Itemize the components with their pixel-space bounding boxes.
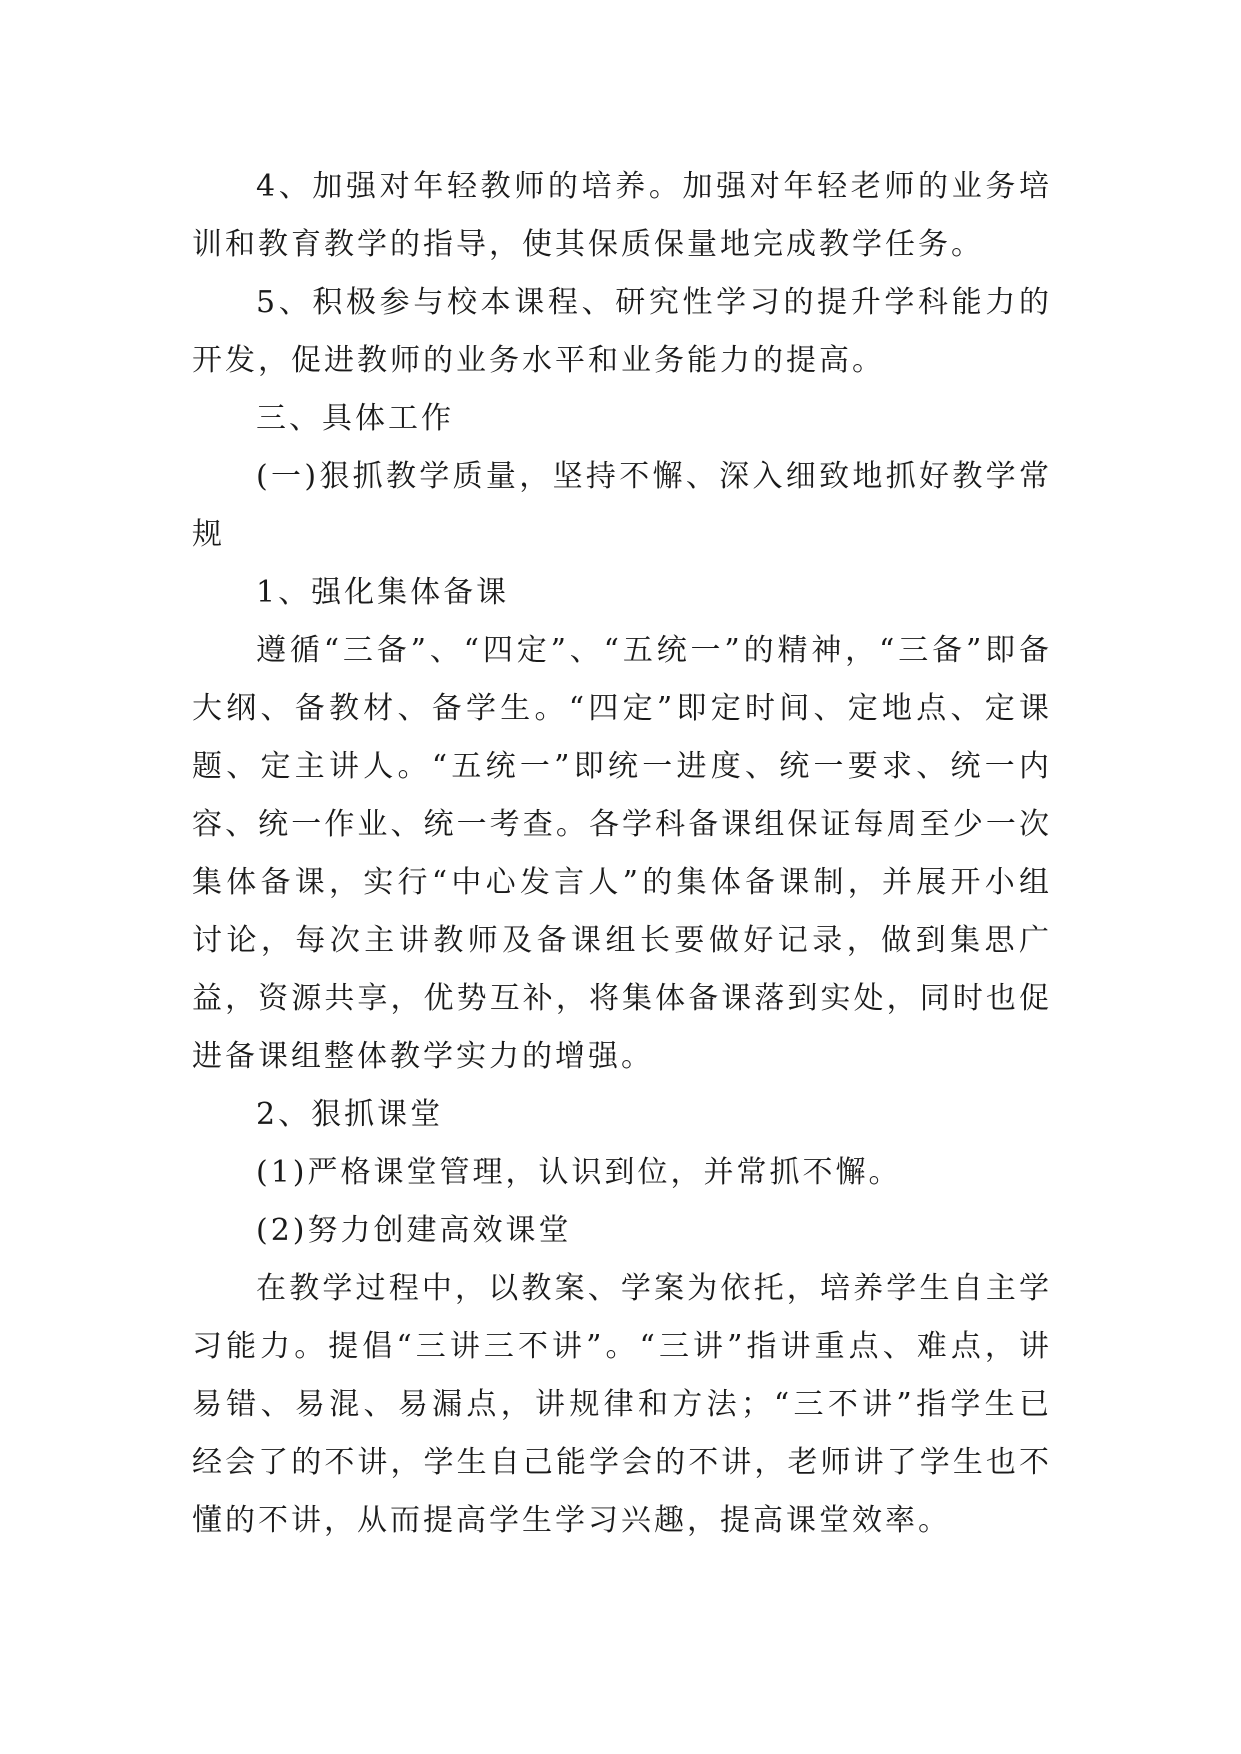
item-classroom-management: (1)严格课堂管理，认识到位，并常抓不懈。 xyxy=(256,1155,902,1190)
document-body xyxy=(192,158,1052,1550)
item-heading-collective-lesson-prep: 1、强化集体备课 xyxy=(256,575,510,610)
paragraph-efficient-classroom: 在教学过程中，以教案、学案为依托，培养学生自主学习能力。提倡“三讲三不讲”。“三讲”指讲重点、难点，讲易错、易混、易漏点，讲规律和方法；“三不讲”指学生已经会了的不讲，学生自己能学会的不讲，老师讲了学生也不懂的不讲，从而提高学生学习兴趣，提高课堂效率。 xyxy=(192,1271,1052,1538)
item-heading-classroom: 2、狠抓课堂 xyxy=(256,1097,444,1132)
subsection-heading-teaching-quality: (一)狠抓教学质量，坚持不懈、深入细致地抓好教学常规 xyxy=(192,459,1052,552)
section-heading-specific-work: 三、具体工作 xyxy=(256,401,454,436)
paragraph-school-curriculum: 5、积极参与校本课程、研究性学习的提升学科能力的开发，促进教师的业务水平和业务能力的提高。 xyxy=(192,285,1052,378)
paragraph-teacher-training: 4、加强对年轻教师的培养。加强对年轻老师的业务培训和教育教学的指导，使其保质保量地完成教学任务。 xyxy=(192,169,1052,262)
item-efficient-classroom: (2)努力创建高效课堂 xyxy=(256,1213,572,1248)
paragraph-collective-lesson-prep: 遵循“三备”、“四定”、“五统一”的精神，“三备”即备大纲、备教材、备学生。“四定”即定时间、定地点、定课题、定主讲人。“五统一”即统一进度、统一要求、统一内容、统一作业、统一考查。各学科备课组保证每周至少一次集体备课，实行“中心发言人”的集体备课制，并展开小组讨论，每次主讲教师及备课组长要做好记录，做到集思广益，资源共享，优势互补，将集体备课落到实处，同时也促进备课组整体教学实力的增强。 xyxy=(192,633,1052,1074)
